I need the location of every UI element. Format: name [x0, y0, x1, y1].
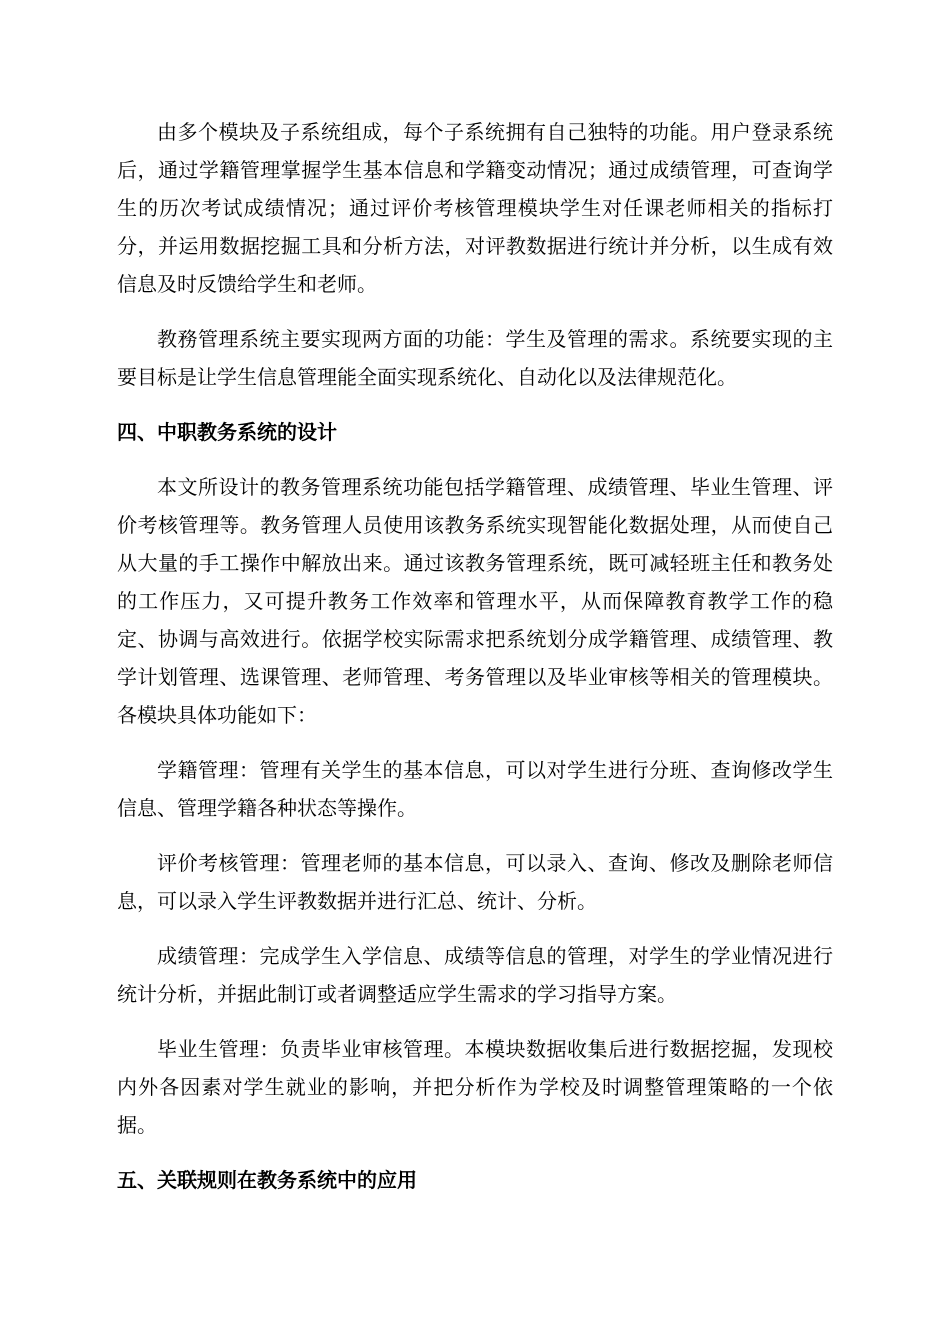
paragraph-gap — [117, 303, 833, 320]
paragraph-gap — [117, 920, 833, 937]
paragraph-grades: 成绩管理：完成学生入学信息、成绩等信息的管理，对学生的学业情况进行统计分析，并据此制订或者调整适应学生需求的学习指导方案。 — [117, 944, 833, 1006]
paragraph-system-modules: 由多个模块及子系统组成，每个子系统拥有自己独特的功能。用户登录系统后，通过学籍管理掌握学生基本信息和学籍变动情况；通过成绩管理，可查询学生的历次考试成绩情况；通过评价考核管理模块学生对任课老师相关的指标打分，并运用数据挖掘工具和分析方法，对评教数据进行统计并分析，以生成有效信息及时反馈给学生和老师。 — [117, 120, 833, 296]
paragraph-gap — [117, 734, 833, 751]
paragraph-student-records: 学籍管理：管理有关学生的基本信息，可以对学生进行分班、查询修改学生信息、管理学籍各种状态等操作。 — [117, 758, 833, 820]
paragraph-graduates: 毕业生管理：负责毕业审核管理。本模块数据收集后进行数据挖掘，发现校内外各因素对学生就业的影响，并把分析作为学校及时调整管理策略的一个依据。 — [117, 1037, 833, 1137]
paragraph-gap — [117, 1144, 833, 1161]
paragraph-system-design: 本文所设计的教务管理系统功能包括学籍管理、成绩管理、毕业生管理、评价考核管理等。教务管理人员使用该教务系统实现智能化数据处理，从而使自己从大量的手工操作中解放出来。通过该教务管理系统，既可减轻班主任和教务处的工作压力，又可提升教务工作效率和管理水平，从而保障教育教学工作的稳定、协调与高效进行。依据学校实际需求把系统划分成学籍管理、成绩管理、教学计划管理、选课管理、老师管理、考务管理以及毕业审核等相关的管理模块。各模块具体功能如下： — [117, 475, 833, 727]
paragraph-gap — [117, 451, 833, 468]
section-heading-4: 四、中职教务系统的设计 — [117, 420, 337, 444]
paragraph-gap — [117, 1013, 833, 1030]
document-page — [117, 113, 833, 1199]
paragraph-gap — [117, 396, 833, 413]
paragraph-evaluation: 评价考核管理：管理老师的基本信息，可以录入、查询、修改及删除老师信息，可以录入学生评教数据并进行汇总、统计、分析。 — [117, 851, 833, 913]
paragraph-system-goals: 教務管理系统主要实现两方面的功能：学生及管理的需求。系统要实现的主要目标是让学生信息管理能全面实现系统化、自动化以及法律规范化。 — [117, 327, 833, 389]
paragraph-gap — [117, 827, 833, 844]
section-heading-5: 五、关联规则在教务系统中的应用 — [117, 1168, 417, 1192]
